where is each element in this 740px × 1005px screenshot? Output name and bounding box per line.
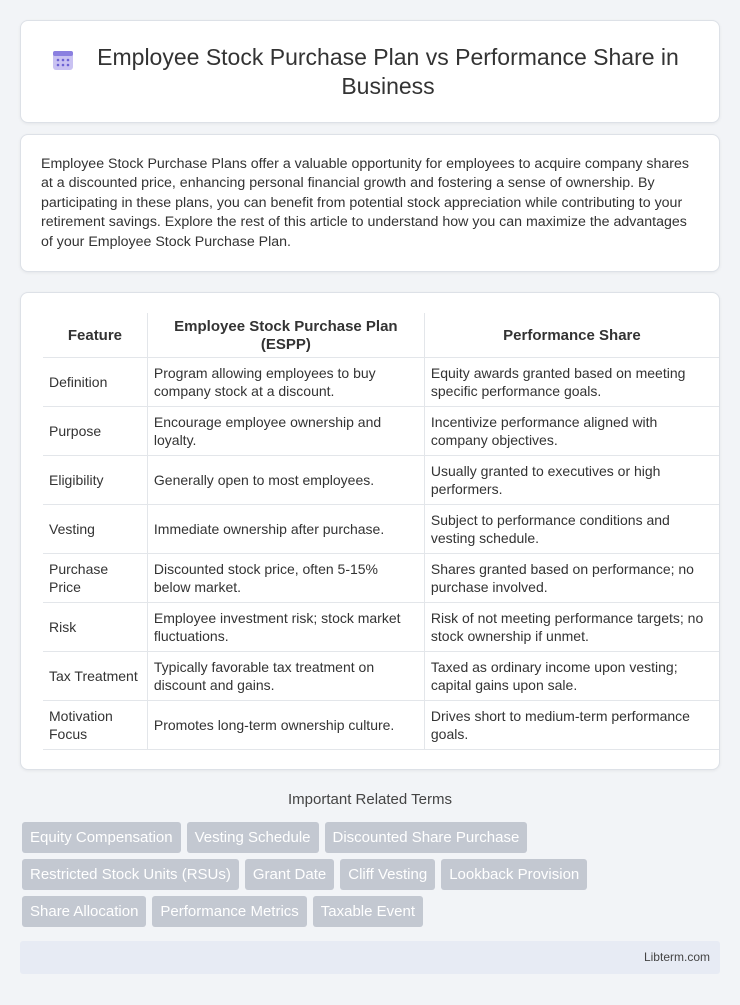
related-term-tag[interactable]: Restricted Stock Units (RSUs) — [22, 859, 239, 890]
intro-paragraph: Employee Stock Purchase Plans offer a valuable opportunity for employees to acquire company shares at a discounted price, enhancing personal financial growth and fostering a sense of ownership. By participating in these plans, you can benefit from potential stock appreciation while contributing to your retirement savings. Explore the rest of this article to understand how you can maximize the advantages of your Employee Stock Purchase Plan. — [41, 156, 689, 250]
table-row — [43, 406, 719, 455]
row-feature: Risk — [43, 602, 147, 651]
row-espp: Employee investment risk; stock market fluctuations. — [147, 602, 424, 651]
table-row — [43, 504, 719, 553]
row-espp: Promotes long-term ownership culture. — [147, 700, 424, 749]
row-feature: Purchase Price — [43, 553, 147, 602]
page-title: Employee Stock Purchase Plan vs Performance Share in Business — [97, 44, 679, 99]
related-term-tag[interactable]: Lookback Provision — [441, 859, 587, 890]
row-espp: Typically favorable tax treatment on discount and gains. — [147, 651, 424, 700]
intro-card — [20, 134, 720, 272]
related-term-tag[interactable]: Vesting Schedule — [187, 822, 319, 853]
row-feature: Definition — [43, 357, 147, 406]
header-performance-share: Performance Share — [424, 313, 719, 357]
related-terms-list — [22, 822, 682, 927]
related-term-tag[interactable]: Taxable Event — [313, 896, 423, 927]
related-term-tag[interactable]: Cliff Vesting — [340, 859, 435, 890]
comparison-table — [43, 313, 719, 750]
row-performance-share: Shares granted based on performance; no purchase involved. — [424, 553, 719, 602]
row-espp: Discounted stock price, often 5-15% below market. — [147, 553, 424, 602]
related-term-tag[interactable]: Performance Metrics — [152, 896, 306, 927]
related-terms-title: Important Related Terms — [288, 791, 452, 808]
row-feature: Motivation Focus — [43, 700, 147, 749]
related-term-tag[interactable]: Discounted Share Purchase — [325, 822, 528, 853]
row-feature: Tax Treatment — [43, 651, 147, 700]
related-term-tag[interactable]: Share Allocation — [22, 896, 146, 927]
row-performance-share: Subject to performance conditions and vesting schedule. — [424, 504, 719, 553]
table-row — [43, 651, 719, 700]
comparison-card — [20, 292, 720, 770]
row-espp: Encourage employee ownership and loyalty. — [147, 406, 424, 455]
row-performance-share: Risk of not meeting performance targets; no stock ownership if unmet. — [424, 602, 719, 651]
table-row — [43, 700, 719, 749]
row-feature: Vesting — [43, 504, 147, 553]
row-espp: Immediate ownership after purchase. — [147, 504, 424, 553]
table-row — [43, 602, 719, 651]
table-row — [43, 357, 719, 406]
row-performance-share: Taxed as ordinary income upon vesting; capital gains upon sale. — [424, 651, 719, 700]
row-espp: Program allowing employees to buy company stock at a discount. — [147, 357, 424, 406]
row-performance-share: Incentivize performance aligned with company objectives. — [424, 406, 719, 455]
row-espp: Generally open to most employees. — [147, 455, 424, 504]
footer-site-link[interactable]: Libterm.com — [643, 950, 710, 964]
table-row — [43, 553, 719, 602]
related-term-tag[interactable]: Grant Date — [245, 859, 334, 890]
footer — [20, 941, 720, 974]
row-performance-share: Drives short to medium-term performance goals. — [424, 700, 719, 749]
row-feature: Purpose — [43, 406, 147, 455]
related-term-tag[interactable]: Equity Compensation — [22, 822, 181, 853]
row-performance-share: Usually granted to executives or high performers. — [424, 455, 719, 504]
table-row — [43, 455, 719, 504]
row-feature: Eligibility — [43, 455, 147, 504]
title-card — [20, 20, 720, 123]
header-espp: Employee Stock Purchase Plan (ESPP) — [147, 313, 424, 357]
row-performance-share: Equity awards granted based on meeting specific performance goals. — [424, 357, 719, 406]
table-header-row — [43, 313, 719, 357]
header-feature: Feature — [43, 313, 147, 357]
